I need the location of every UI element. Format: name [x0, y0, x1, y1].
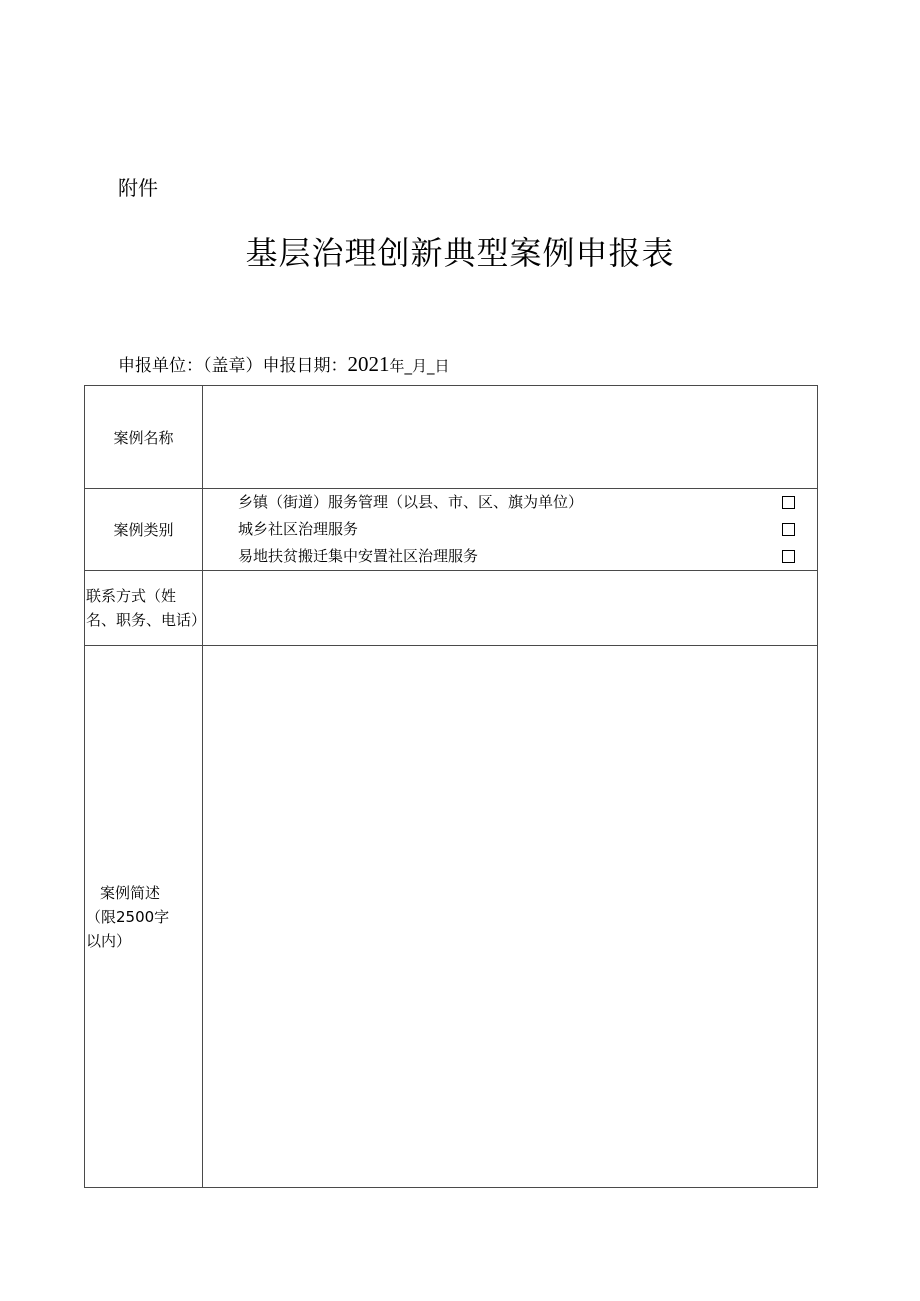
- checkbox-relocation[interactable]: [782, 550, 795, 563]
- description-label-line2: （限2500字: [86, 907, 170, 926]
- category-option-label: 乡镇（街道）服务管理（以县、市、区、旗为单位）: [238, 493, 584, 511]
- case-description-row: [85, 646, 818, 1188]
- checkbox-township[interactable]: [782, 496, 795, 509]
- contact-label: 联系方式（姓名、职务、电话）: [85, 571, 203, 646]
- category-option-township[interactable]: [203, 489, 817, 516]
- category-option-label: 城乡社区治理服务: [238, 520, 359, 538]
- case-category-label: 案例类别: [85, 489, 203, 571]
- application-year: 2021: [347, 352, 390, 376]
- attachment-label: 附件: [118, 176, 158, 200]
- application-meta: [118, 350, 450, 380]
- description-label-line1: 案例简述: [100, 883, 161, 902]
- page-title: 基层治理创新典型案例申报表: [245, 234, 675, 272]
- category-option-relocation[interactable]: [203, 543, 817, 570]
- seal-note: （盖章）: [203, 356, 263, 376]
- case-name-field[interactable]: [203, 386, 818, 489]
- case-name-label: 案例名称: [85, 386, 203, 489]
- checkbox-community[interactable]: [782, 523, 795, 536]
- category-option-label: 易地扶贫搬迁集中安置社区治理服务: [238, 547, 479, 565]
- case-category-row: [85, 489, 818, 571]
- category-option-community[interactable]: [203, 516, 817, 543]
- case-category-options: [203, 489, 818, 571]
- case-description-label: [85, 646, 203, 1188]
- application-form-table: [84, 385, 818, 1188]
- contact-row: [85, 571, 818, 646]
- case-name-row: [85, 386, 818, 489]
- case-description-field[interactable]: [203, 646, 818, 1188]
- contact-field[interactable]: [203, 571, 818, 646]
- date-placeholder: 年_月_日: [389, 357, 450, 375]
- description-label-line3: 以内）: [86, 931, 132, 950]
- applicant-unit-label: 申报单位：: [118, 356, 203, 376]
- application-date-label: 申报日期：: [262, 356, 348, 376]
